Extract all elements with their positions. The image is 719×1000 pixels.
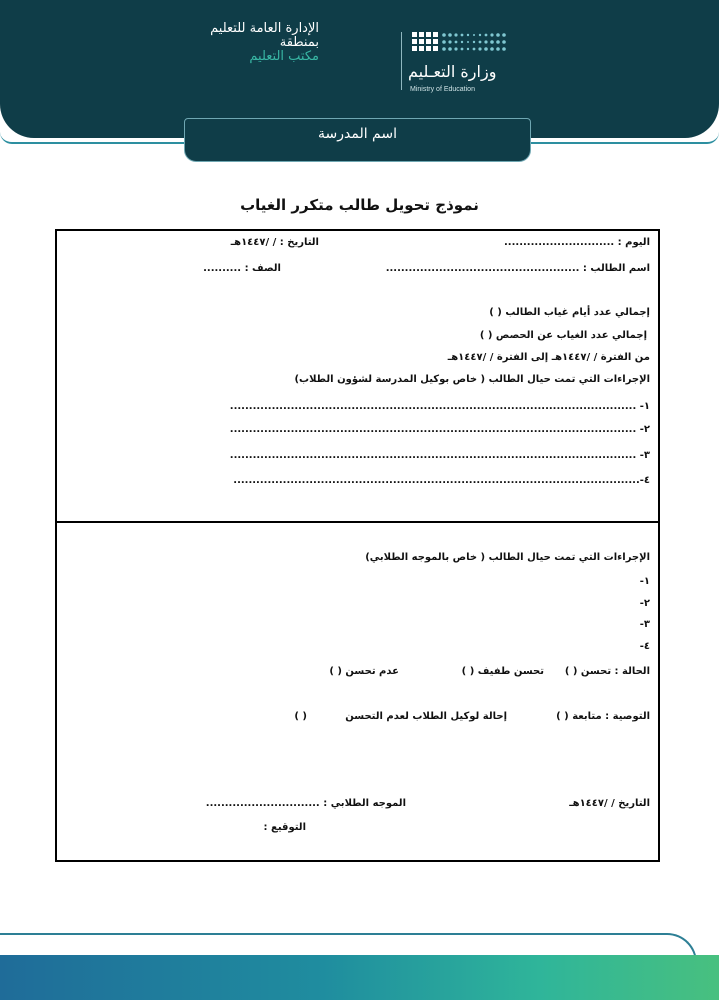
ministry-logo <box>408 26 518 96</box>
deputy-action-4: ٤-........................................................................................................... <box>233 475 650 486</box>
counselor-date: التاريخ / /١٤٤٧هـ <box>569 798 650 809</box>
form-frame <box>55 229 660 862</box>
day-field: اليوم : ............................. <box>504 237 650 248</box>
referral-checkbox: ( ) <box>294 711 307 722</box>
section-divider <box>55 521 660 523</box>
total-absence-periods: إجمالي عدد الغياب عن الحصص ( ) <box>479 330 647 341</box>
period-range: من الفترة / /١٤٤٧هـ إلى الفترة / /١٤٤٧هـ <box>447 352 650 363</box>
counselor-action-2: ٢- <box>639 598 650 609</box>
total-absence-days: إجمالي عدد أيام غياب الطالب ( ) <box>489 307 650 318</box>
recommendation-follow-up: التوصية : متابعة ( ) <box>556 711 650 722</box>
deputy-action-3: ٣- ........................................................................................................... <box>229 450 650 461</box>
status-slight-improvement: تحسن طفيف ( ) <box>461 666 544 677</box>
actions-heading-deputy: الإجراءات التي تمت حيال الطالب ( خاص بوكيل المدرسة لشؤون الطلاب) <box>294 374 650 385</box>
deputy-action-1: ١- ........................................................................................................... <box>229 401 650 412</box>
school-name-label: اسم المدرسة <box>318 126 397 142</box>
referral-option: إحالة لوكيل الطلاب لعدم التحسن <box>345 711 507 722</box>
ministry-logo-icon <box>412 30 508 54</box>
counselor-action-1: ١- <box>639 576 650 587</box>
actions-heading-counselor: الإجراءات التي تمت حيال الطالب ( خاص بالموجه الطلابي) <box>365 552 650 563</box>
status-no-improvement: عدم تحسن ( ) <box>329 666 399 677</box>
counselor-action-3: ٣- <box>639 619 650 630</box>
student-name-field: اسم الطالب : ................................................... <box>385 263 650 274</box>
signature-field: التوقيع : <box>263 822 306 833</box>
footer-gradient-bar <box>0 955 719 1000</box>
school-name-box <box>184 118 531 162</box>
counselor-name-field: الموجه الطلابي : .............................. <box>205 798 406 809</box>
form-title: نموذج تحويل طالب متكرر الغياب <box>240 196 479 214</box>
admin-line-1: الإدارة العامة للتعليم <box>210 21 319 36</box>
office-line: مكتب التعليم <box>249 49 319 64</box>
admin-line-2: بمنطقة <box>279 35 319 50</box>
status-improved: الحالة : تحسن ( ) <box>564 666 650 677</box>
header-divider <box>401 32 402 90</box>
counselor-action-4: ٤- <box>639 641 650 652</box>
deputy-action-2: ٢- ........................................................................................................... <box>229 424 650 435</box>
ministry-name-english: Ministry of Education <box>410 86 475 93</box>
class-field: الصف : .......... <box>203 263 281 274</box>
administration-text <box>210 22 319 64</box>
date-field: التاريخ : / /١٤٤٧هـ <box>230 237 319 248</box>
ministry-name-arabic: وزارة التعـليم <box>408 62 497 81</box>
